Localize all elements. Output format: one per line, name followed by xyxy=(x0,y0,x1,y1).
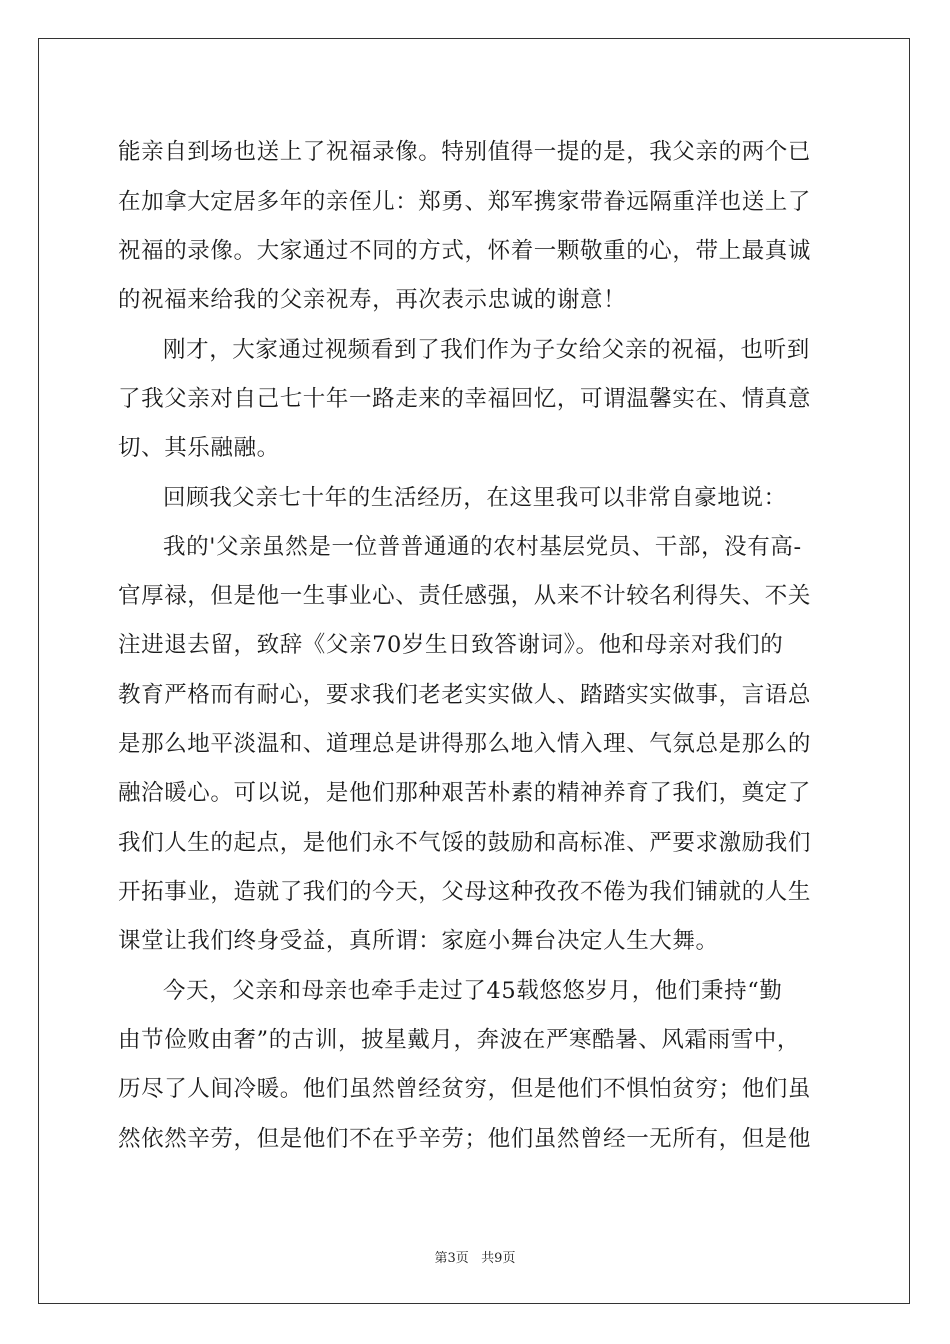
paragraph-start-line: 今天，父亲和母亲也牵手走过了45载悠悠岁月，他们秉持“勤 xyxy=(163,978,783,1004)
text-line: 注进退去留，致辞《父亲70岁生日致答谢词》。他和母亲对我们的 xyxy=(118,632,784,658)
text-line: 祝福的录像。大家通过不同的方式，怀着一颗敬重的心，带上最真诚 xyxy=(118,238,812,264)
paragraph-start-line: 回顾我父亲七十年的生活经历，在这里我可以非常自豪地说： xyxy=(163,485,787,511)
text-line: 的祝福来给我的父亲祝寿，再次表示忠诚的谢意！ xyxy=(118,287,627,313)
page-border xyxy=(38,38,910,1304)
text-line: 在加拿大定居多年的亲侄儿：郑勇、郑军携家带眷远隔重洋也送上了 xyxy=(118,189,812,215)
text-line: 课堂让我们终身受益，真所谓：家庭小舞台决定人生大舞。 xyxy=(118,928,719,954)
text-line: 融洽暖心。可以说，是他们那种艰苦朴素的精神养育了我们，奠定了 xyxy=(118,780,812,806)
text-line: 是那么地平淡温和、道理总是讲得那么地入情入理、气氛总是那么的 xyxy=(118,731,812,757)
text-line: 由节俭败由奢”的古训，披星戴月，奔波在严寒酷暑、风霜雨雪中， xyxy=(118,1027,801,1053)
paragraph-start-line: 刚才，大家通过视频看到了我们作为子女给父亲的祝福，也听到 xyxy=(163,337,810,363)
text-line: 了我父亲对自己七十年一路走来的幸福回忆，可谓温馨实在、情真意 xyxy=(118,386,812,412)
text-line: 历尽了人间冷暖。他们虽然曾经贫穷，但是他们不惧怕贫穷；他们虽 xyxy=(118,1076,812,1102)
page-number-footer: 第3页 共9页 xyxy=(434,1251,516,1266)
text-line: 切、其乐融融。 xyxy=(118,435,280,461)
text-line: 开拓事业，造就了我们的今天，父母这种孜孜不倦为我们铺就的人生 xyxy=(118,879,812,905)
paragraph-start-line: 我的'父亲虽然是一位普普通通的农村基层党员、干部，没有高- xyxy=(163,534,802,560)
text-line: 我们人生的起点，是他们永不气馁的鼓励和高标准、严要求激励我们 xyxy=(118,830,812,856)
text-line: 然依然辛劳，但是他们不在乎辛劳；他们虽然曾经一无所有，但是他 xyxy=(118,1126,812,1152)
text-line: 教育严格而有耐心，要求我们老老实实做人、踏踏实实做事，言语总 xyxy=(118,682,812,708)
text-line: 官厚禄，但是他一生事业心、责任感强，从来不计较名利得失、不关 xyxy=(118,583,812,609)
text-line: 能亲自到场也送上了祝福录像。特别值得一提的是，我父亲的两个已 xyxy=(118,139,812,165)
